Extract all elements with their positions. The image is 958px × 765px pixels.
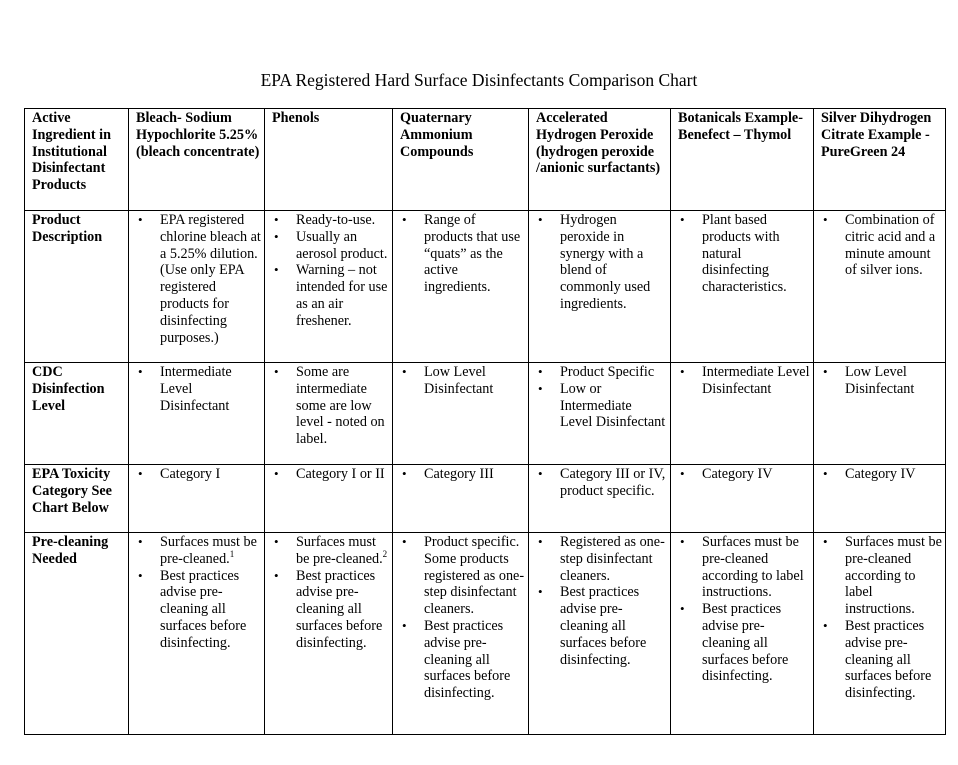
cell-botanicals <box>671 363 814 465</box>
row-label: Pre-cleaning Needed <box>25 533 129 735</box>
bullet-item: • Intermediate Level Disinfectant <box>160 364 261 414</box>
cell-quats <box>393 211 529 363</box>
cell-quats <box>393 533 529 735</box>
bullet-item: • Best practices advise pre-cleaning all surfaces before disinfecting. <box>560 584 667 668</box>
bullet-item: • Category I <box>160 466 261 483</box>
bullet-item: • Best practices advise pre-cleaning all surfaces before disinfecting. <box>424 618 525 702</box>
bullet-item: • Ready-to-use. <box>296 212 389 229</box>
bullet-item: • Best practices advise pre-cleaning all surfaces before disinfecting. <box>702 601 810 685</box>
header-active-ingredient: Active Ingredient in Institutional Disinfectant Products <box>25 109 129 211</box>
bullet-item: • EPA registered chlorine bleach at a 5.25% dilution. (Use only EPA registered products for disinfecting purposes.) <box>160 212 261 346</box>
cell-botanicals <box>671 465 814 533</box>
cell-silver-citrate <box>814 363 946 465</box>
table-row-cdc-level <box>25 363 946 465</box>
bullet-item: • Registered as one-step disinfectant cleaners. <box>560 534 667 584</box>
bullet-item: • Plant based products with natural disinfecting characteristics. <box>702 212 810 296</box>
table-row-toxicity <box>25 465 946 533</box>
bullet-item: • Best practices advise pre-cleaning all surfaces before disinfecting. <box>160 568 261 652</box>
bullet-item: • Category III <box>424 466 525 483</box>
header-quats: Quaternary Ammonium Compounds <box>393 109 529 211</box>
cell-bleach <box>129 211 265 363</box>
cell-silver-citrate <box>814 465 946 533</box>
row-label: Product Description <box>25 211 129 363</box>
bullet-item: • Intermediate Level Disinfectant <box>702 364 810 398</box>
footnote-marker: 1 <box>229 548 235 559</box>
bullet-item: • Combination of citric acid and a minute amount of silver ions. <box>845 212 942 279</box>
cell-hydrogen-peroxide <box>529 211 671 363</box>
cell-phenols <box>265 465 393 533</box>
comparison-table <box>24 108 946 735</box>
row-label: EPA Toxicity Category See Chart Below <box>25 465 129 533</box>
bullet-item: • Surfaces must be pre-cleaned according to label instructions. <box>845 534 942 618</box>
bullet-item: • Range of products that use “quats” as the active ingredients. <box>424 212 525 296</box>
cell-quats <box>393 363 529 465</box>
bullet-item: • Category IV <box>702 466 810 483</box>
cell-botanicals <box>671 211 814 363</box>
header-bleach: Bleach- Sodium Hypochlorite 5.25% (bleach concentrate) <box>129 109 265 211</box>
table-row-precleaning <box>25 533 946 735</box>
row-label: CDC Disinfection Level <box>25 363 129 465</box>
bullet-item <box>296 534 389 568</box>
cell-phenols <box>265 533 393 735</box>
cell-phenols <box>265 211 393 363</box>
cell-silver-citrate <box>814 211 946 363</box>
bullet-item: • Product Specific <box>560 364 667 381</box>
bullet-item: • Surfaces must be pre-cleaned according to label instructions. <box>702 534 810 601</box>
bullet-item: • Category IV <box>845 466 942 483</box>
header-botanicals: Botanicals Example- Benefect – Thymol <box>671 109 814 211</box>
bullet-item: • Category III or IV, product specific. <box>560 466 667 500</box>
header-row <box>25 109 946 211</box>
bullet-item: • Best practices advise pre-cleaning all surfaces before disinfecting. <box>296 568 389 652</box>
cell-bleach <box>129 465 265 533</box>
header-hydrogen-peroxide: Accelerated Hydrogen Peroxide (hydrogen peroxide /anionic surfactants) <box>529 109 671 211</box>
cell-silver-citrate <box>814 533 946 735</box>
bullet-item: • Usually an aerosol product. <box>296 229 389 263</box>
footnote-marker: 2 <box>382 548 388 559</box>
table-row-product-description <box>25 211 946 363</box>
bullet-item: • Low Level Disinfectant <box>424 364 525 398</box>
bullet-text: Surfaces must be pre-cleaned. <box>160 534 257 567</box>
bullet-item: • Category I or II <box>296 466 389 483</box>
cell-quats <box>393 465 529 533</box>
page-title: EPA Registered Hard Surface Disinfectants Comparison Chart <box>260 70 698 90</box>
cell-bleach <box>129 533 265 735</box>
bullet-item <box>160 534 261 568</box>
bullet-item: • Best practices advise pre-cleaning all surfaces before disinfecting. <box>845 618 942 702</box>
cell-hydrogen-peroxide <box>529 363 671 465</box>
header-silver-citrate: Silver Dihydrogen Citrate Example - PureGreen 24 <box>814 109 946 211</box>
bullet-item: • Low Level Disinfectant <box>845 364 942 398</box>
header-phenols: Phenols <box>265 109 393 211</box>
bullet-item: • Product specific. Some products registered as one-step disinfectant cleaners. <box>424 534 525 618</box>
cell-phenols <box>265 363 393 465</box>
cell-hydrogen-peroxide <box>529 533 671 735</box>
bullet-item: • Hydrogen peroxide in synergy with a blend of commonly used ingredients. <box>560 212 667 313</box>
cell-bleach <box>129 363 265 465</box>
cell-botanicals <box>671 533 814 735</box>
bullet-item: • Low or Intermediate Level Disinfectant <box>560 381 667 431</box>
bullet-text: Surfaces must be pre-cleaned. <box>296 534 383 567</box>
bullet-item: • Warning – not intended for use as an air freshener. <box>296 262 389 329</box>
cell-hydrogen-peroxide <box>529 465 671 533</box>
bullet-item: • Some are intermediate some are low level - noted on label. <box>296 364 389 448</box>
